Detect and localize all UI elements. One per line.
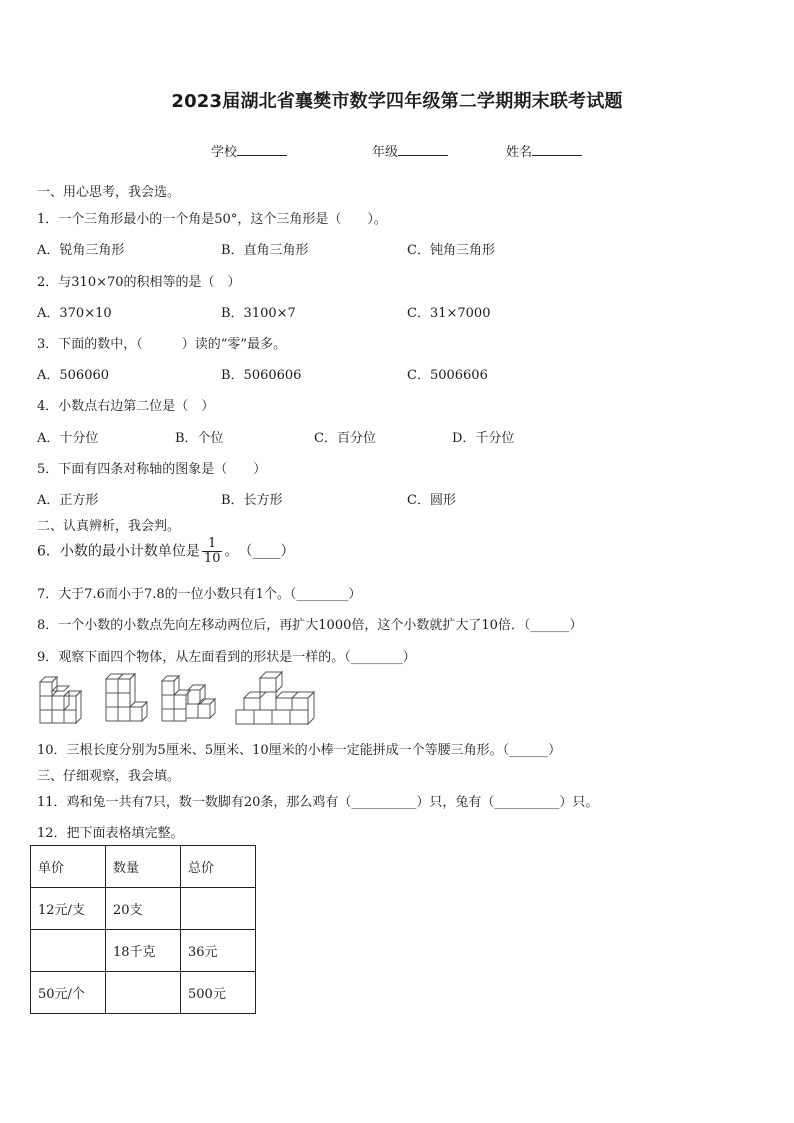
q1-option-c[interactable]: C．钝角三角形 (407, 243, 495, 258)
grade-blank[interactable] (398, 143, 448, 156)
table-cell: 50元/个 (31, 972, 106, 1014)
q4-option-d[interactable]: D．千分位 (452, 431, 515, 446)
q1-option-b[interactable]: B．直角三角形 (221, 243, 309, 258)
table-row (31, 888, 256, 930)
school-field[interactable] (211, 141, 287, 160)
question-10: 10．三根长度分别为5厘米、5厘米、10厘米的小棒一定能拼成一个等腰三角形。（______） (37, 743, 562, 758)
table-header-cell: 数量 (106, 846, 181, 888)
price-table (30, 845, 256, 1014)
section-heading-choice: 一、用心思考，我会选。 (37, 185, 181, 200)
school-blank[interactable] (237, 143, 287, 156)
question-2-stem: 2．与310×70的积相等的是（ ） (37, 275, 241, 290)
table-header-cell: 总价 (181, 846, 256, 888)
table-row (31, 972, 256, 1014)
q5-option-b[interactable]: B．长方形 (221, 493, 283, 508)
cube-figure-2 (106, 674, 147, 721)
question-7: 7．大于7.6而小于7.8的一位小数只有1个。（________） (37, 587, 362, 602)
name-field[interactable] (506, 141, 582, 160)
table-cell: 36元 (181, 930, 256, 972)
question-12: 12．把下面表格填完整。 (37, 826, 184, 841)
q2-option-c[interactable]: C．31×7000 (407, 306, 491, 321)
cube-figure-1 (40, 677, 81, 723)
q1-option-a[interactable]: A．锐角三角形 (37, 243, 125, 258)
question-6 (37, 537, 294, 566)
question-8: 8．一个小数的小数点先向左移动两位后，再扩大1000倍，这个小数就扩大了10倍．（______） (37, 618, 583, 633)
q5-option-a[interactable]: A．正方形 (37, 493, 99, 508)
q3-option-a[interactable]: A．506060 (37, 368, 110, 383)
name-label: 姓名 (506, 145, 533, 160)
q3-option-b[interactable]: B．5060606 (221, 368, 302, 383)
table-cell-blank[interactable] (106, 972, 181, 1014)
question-5-stem: 5．下面有四条对称轴的图象是（ ） (37, 462, 267, 477)
cube-figure-3 (162, 676, 215, 721)
q4-option-a[interactable]: A．十分位 (37, 431, 99, 446)
table-cell-blank[interactable] (31, 930, 106, 972)
question-1-stem: 1．一个三角形最小的一个角是50°，这个三角形是（ ）。 (37, 212, 387, 227)
table-row (31, 846, 256, 888)
question-4-stem: 4．小数点右边第二位是（ ） (37, 399, 215, 414)
table-cell-blank[interactable] (181, 888, 256, 930)
q2-option-b[interactable]: B．3100×7 (221, 306, 296, 321)
q4-option-b[interactable]: B．个位 (175, 431, 224, 446)
section-heading-fill: 三、仔细观察，我会填。 (37, 769, 181, 784)
question-3-stem: 3．下面的数中，（ ）读的“零”最多。 (37, 337, 287, 352)
table-row (31, 930, 256, 972)
table-cell: 18千克 (106, 930, 181, 972)
fraction-denominator: 10 (203, 551, 221, 566)
table-cell: 20支 (106, 888, 181, 930)
question-11: 11．鸡和兔一共有7只，数一数脚有20条，那么鸡有（__________）只，兔有（__________）只。 (37, 795, 599, 810)
table-cell: 500元 (181, 972, 256, 1014)
q5-option-c[interactable]: C．圆形 (407, 493, 456, 508)
q6-suffix: 。 （____） (224, 543, 295, 560)
q2-option-a[interactable]: A．370×10 (37, 306, 112, 321)
q6-prefix: 6．小数的最小计数单位是 (37, 543, 200, 560)
question-9: 9．观察下面四个物体，从左面看到的形状是一样的。（________） (37, 650, 416, 665)
section-heading-judge: 二、认真辨析，我会判。 (37, 519, 181, 534)
q3-option-c[interactable]: C．5006606 (407, 368, 488, 383)
cube-figure-4 (236, 672, 314, 724)
table-header-cell: 单价 (31, 846, 106, 888)
name-blank[interactable] (532, 143, 582, 156)
school-label: 学校 (211, 145, 238, 160)
grade-label: 年级 (372, 145, 399, 160)
q4-option-c[interactable]: C．百分位 (314, 431, 376, 446)
fraction (202, 537, 223, 566)
fraction-numerator: 1 (202, 537, 223, 552)
grade-field[interactable] (372, 141, 448, 160)
cube-figures (34, 668, 324, 730)
table-cell: 12元/支 (31, 888, 106, 930)
page-title: 2023届湖北省襄樊市数学四年级第二学期期末联考试题 (171, 91, 623, 112)
